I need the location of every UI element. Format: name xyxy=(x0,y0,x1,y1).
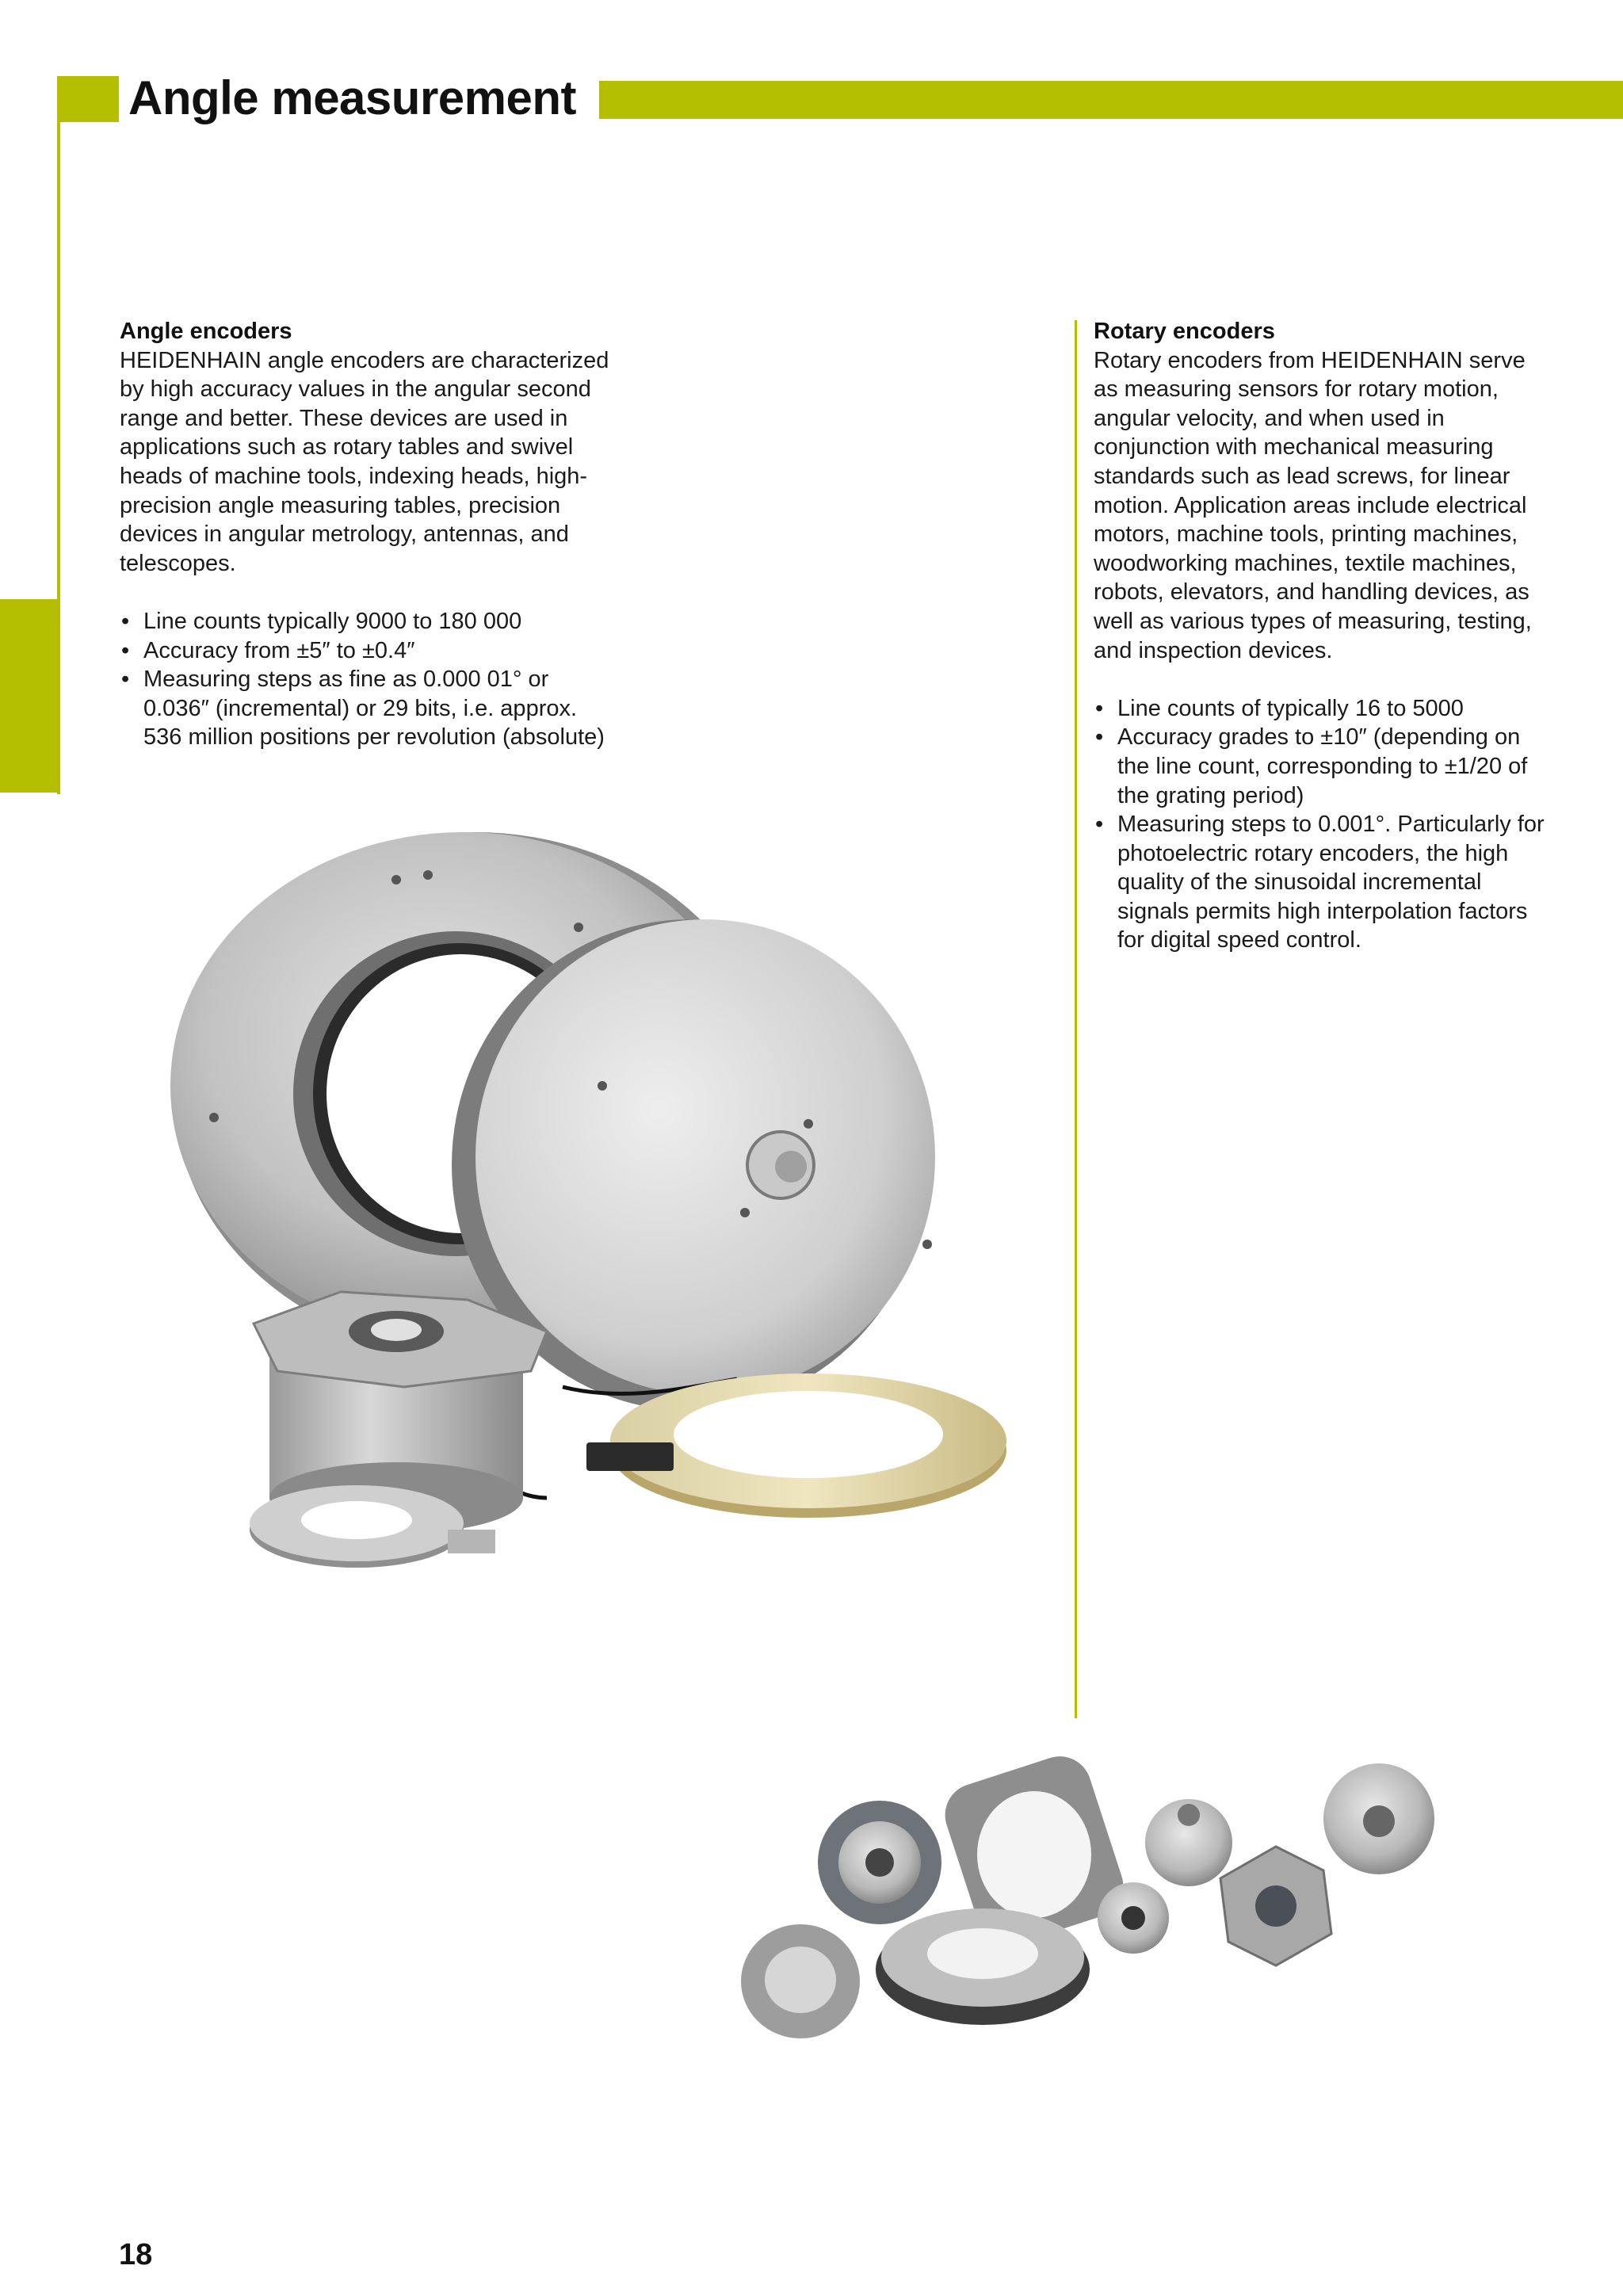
rotary-encoders-bullets xyxy=(1094,694,1553,955)
readhead xyxy=(586,1442,674,1471)
angle-encoders-heading: Angle encoders xyxy=(120,319,292,344)
rotary-encoders-heading: Rotary encoders xyxy=(1094,319,1275,344)
column-divider-rule xyxy=(1075,320,1077,1718)
header-accent-bar xyxy=(599,81,1623,119)
bullet-item: • Accuracy from ±5″ to ±0.4″ xyxy=(120,636,611,666)
rotary-encoders-photo xyxy=(721,1728,1474,2045)
angle-encoders-photo xyxy=(135,832,1022,1585)
header-accent-block xyxy=(57,76,119,122)
chapter-side-tab xyxy=(0,599,59,793)
bullet-item: • Line counts typically 9000 to 180 000 xyxy=(120,607,611,636)
angle-encoders-bullets xyxy=(120,607,611,752)
angle-encoders-body: HEIDENHAIN angle encoders are characterized by high accuracy values in the angular second range and better. These devices are used in applications such as rotary tables and swivel heads of machine tools, indexing heads, high-precision angle measuring tables, precision devices in angular metrology, antennas, and telescopes. xyxy=(120,347,609,576)
rotary-encoders-section xyxy=(1094,317,1553,955)
rotary-encoder-group xyxy=(741,1748,1434,2038)
rotary-encoders-body: Rotary encoders from HEIDENHAIN serve as measuring sensors for rotary motion, angular velocity, and when used in conjunction with mechanical measuring standards such as lead screws, for linear motion. Application areas include electrical motors, machine tools, printing machines, woodworking machines, textile machines, robots, elevators, and handling devices, as well as various types of measuring, testing, and inspection devices. xyxy=(1094,347,1532,663)
bullet-item: • Line counts of typically 16 to 5000 xyxy=(1094,694,1553,724)
page-number: 18 xyxy=(119,2238,153,2271)
bullet-item: • Accuracy grades to ±10″ (depending on the line count, corresponding to ±1/20 of the grating period) xyxy=(1094,723,1553,810)
bullet-item: • Measuring steps as fine as 0.000 01° or 0.036″ (incremental) or 29 bits, i.e. approx. 536 million positions per revolution (absolute) xyxy=(120,665,611,752)
bullet-item: • Measuring steps to 0.001°. Particularly for photoelectric rotary encoders, the high quality of the sinusoidal incremental signals permits high interpolation factors for digital speed control. xyxy=(1094,810,1553,955)
page-title: Angle measurement xyxy=(128,71,577,124)
angle-encoders-section xyxy=(120,317,611,752)
